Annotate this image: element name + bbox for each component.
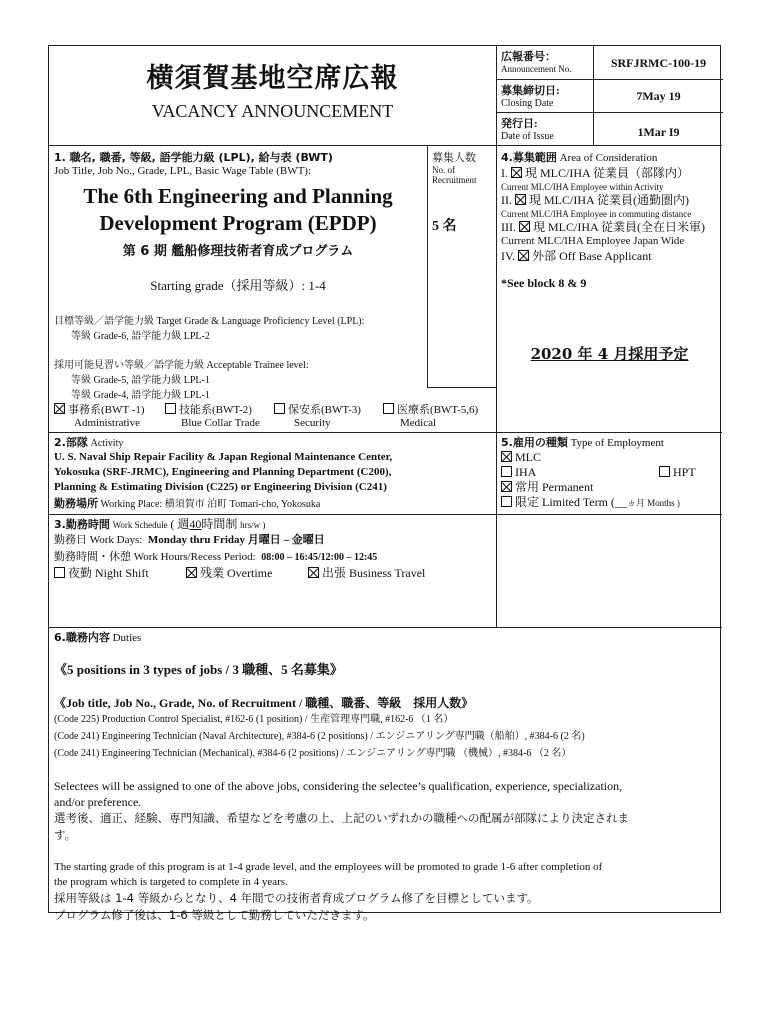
target-grade-value: 等級 Grade-6, 語学能力級 LPL-2 <box>71 331 210 342</box>
block-1-subheading: Job Title, Job No., Grade, LPL, Basic Wage Table (BWT): <box>54 165 312 177</box>
announcement-no-label: 広報番号： Announcement No. <box>497 46 594 80</box>
acceptable-trainee-label: 採用可能見習い等級／語学能力級 Acceptable Trainee level: <box>54 360 309 371</box>
weekly-hours: 40 <box>189 517 202 531</box>
block-5-type-of-employment: 5.雇用の種類 Type of Employment MLC IHA HPT 常用 Permanent 限定 Limited Term (__ヵ月 Months ) <box>496 432 722 514</box>
area-iv-checkbox[interactable] <box>518 250 529 261</box>
acceptable-trainee-1: 等級 Grade-5, 語学能力級 LPL-1 <box>71 375 210 386</box>
medical-checkbox[interactable] <box>383 403 394 414</box>
recruitment-count: 募集人数 No. of Recruitment 5 名 <box>427 145 496 388</box>
empty-cell <box>496 514 722 627</box>
hire-plan: 2020 年 4 月採用予定 <box>530 345 689 363</box>
title-english: VACANCY ANNOUNCEMENT <box>151 101 394 121</box>
blue-collar-checkbox[interactable] <box>165 403 176 414</box>
issue-date-label: 発行日: Date of Issue <box>497 113 594 146</box>
positions-summary: 《5 positions in 3 types of jobs / 3 職種、5 名募集》 <box>54 662 343 677</box>
title-block <box>49 46 496 146</box>
job-item: (Code 241) Engineering Technician (Mechanical), #384-6 (2 positions) / エンジニアリング専門職 （機械）, #384-6 （2 名） <box>54 748 572 759</box>
security-checkbox[interactable] <box>274 403 285 414</box>
jobs-heading: 《Job title, Job No., Grade, No. of Recruitment / 職種、職番、等級 採用人数》 <box>54 696 474 710</box>
job-item: (Code 241) Engineering Technician (Naval Architecture), #384-6 (2 positions) / エンジニアリング専門職（船舶）, #384-6 (2 名) <box>54 731 585 742</box>
limited-term-checkbox[interactable] <box>501 496 512 507</box>
issue-date-value: 1Mar I9 <box>637 125 680 139</box>
announcement-meta <box>496 46 722 146</box>
closing-date-value: 7May 19 <box>594 80 723 113</box>
permanent-checkbox[interactable] <box>501 481 512 492</box>
business-travel-checkbox[interactable] <box>308 567 319 578</box>
area-i-checkbox[interactable] <box>511 167 522 178</box>
title-japanese: 横須賀基地空席広報 <box>146 63 399 94</box>
limited-term-months-field[interactable]: __ <box>614 495 627 509</box>
overtime-checkbox[interactable] <box>186 567 197 578</box>
iha-checkbox[interactable] <box>501 466 512 477</box>
program-title-line-1: The 6th Engineering and Planning <box>83 184 393 208</box>
job-item: (Code 225) Production Control Specialist, #162-6 (1 position) / 生産管理専門職, #162-6 （1 名） <box>54 714 454 725</box>
acceptable-trainee-2: 等級 Grade-4, 語学能力級 LPL-1 <box>71 390 210 401</box>
hpt-checkbox[interactable] <box>659 466 670 477</box>
night-shift-checkbox[interactable] <box>54 567 65 578</box>
vacancy-announcement-form <box>48 45 721 922</box>
administrative-checkbox[interactable] <box>54 403 65 414</box>
block-4-area-of-consideration: 4.募集範囲 Area of Consideration I. 現 MLC/IHA 従業員（部隊内） Current MLC/IHA Employee within Activity II. 現 MLC/IHA 従業員(通勤圏内) Current MLC/IHA Employee in commuting distance III. 現 MLC/IHA 従業員(全在日米軍) Current MLC/IHA Employee Japan Wide IV. 外部 Off Base Applicant *See block 8 & 9 2020 年 4 月採用予定 <box>496 145 722 432</box>
block-1-heading: 1. 職名, 職番, 等級, 語学能力級 (LPL), 給与表 (BWT) <box>54 151 333 164</box>
area-ii-checkbox[interactable] <box>515 194 526 205</box>
block-6-duties: 6.職務内容 Duties 《5 positions in 3 types of jobs / 3 職種、5 名募集》 《Job title, Job No., Grade, No. of Recruitment / 職種、職番、等級 採用人数》 (Code 225) Production Control Specialist, #162-6 (1 position) / 生産管理専門職, #162-6 （1 名） (Code 241) Engineering Technician (Naval Architecture), #384-6 (2 positions) / エンジニアリング専門職（船舶）, #384-6 (2 名) (Code 241) Engineering Technician (Mechanical), #384-6 (2 positions) / エンジニアリング専門職 （機械）, #384-6 （2 名） Selectees will be assigned to one of the above jobs, considering the selectee’s qualification, experience, specialization, and/or preference. 選考後、適正、経験、専門知識、希望などを考慮の上、上記のいずれかの職種への配属が部隊により決定されま す。 The starting grade of this program is at 1-4 grade level, and the employees will be promoted to grade 1-6 after completion of the program which is targeted to complete in 4 years. 採用等級は 1-4 等級からとなり、4 年間での技術者育成プログラム修了を目標としています。 プログラム修了後は、1-6 等級として勤務していただきます。 <box>49 627 722 914</box>
block-2-activity: 2.部隊 Activity U. S. Naval Ship Repair Facility & Japan Regional Maintenance Center, Yokosuka (SRF-JRMC), Engineering and Planning Department (C200), Planning & Estimating Division (C225) or Engineering Division (C241) 勤務場所 Working Place: 横須賀市 泊町 Tomari-cho, Yokosuka <box>49 432 496 514</box>
block-3-work-schedule: 3.勤務時間 Work Schedule ( 週40時間制 hrs/w ) 勤務日 Work Days: Monday thru Friday 月曜日 – 金曜日 勤務時間・休憩 Work Hours/Recess Period: 08:00 – 16:45/12:00 – 12:45 夜勤 Night Shift 残業 Overtime 出張 Business Travel <box>49 514 496 627</box>
block-1-job-title <box>49 145 427 403</box>
promotion-paragraph: The starting grade of this program is at 1-4 grade level, and the employees will be promoted to grade 1-6 after completion of <box>54 861 603 873</box>
see-block-note: *See block 8 & 9 <box>501 276 587 290</box>
announcement-no-value: SRFJRMC-100-19 <box>594 46 723 80</box>
assignment-paragraph: Selectees will be assigned to one of the above jobs, considering the selectee’s qualification, experience, specialization, <box>54 779 623 793</box>
area-iii-checkbox[interactable] <box>519 221 530 232</box>
program-title-japanese: 第 6 期 艦船修理技術者育成プログラム <box>122 244 354 259</box>
program-title-line-2: Development Program (EPDP) <box>99 211 377 235</box>
recruitment-count-value: 5 名 <box>432 219 457 234</box>
bwt-categories: 事務系(BWT -1) Administrative 技能系(BWT-2) Blue Collar Trade 保安系(BWT-3) Security 医療系(BWT-5,6) Medical <box>49 401 496 432</box>
mlc-checkbox[interactable] <box>501 451 512 462</box>
starting-grade: Starting grade（採用等級）: 1-4 <box>150 278 326 293</box>
closing-date-label: 募集締切日: Closing Date <box>497 80 594 113</box>
target-grade-label: 目標等級／語学能力級 Target Grade & Language Proficiency Level (LPL): <box>54 316 365 327</box>
